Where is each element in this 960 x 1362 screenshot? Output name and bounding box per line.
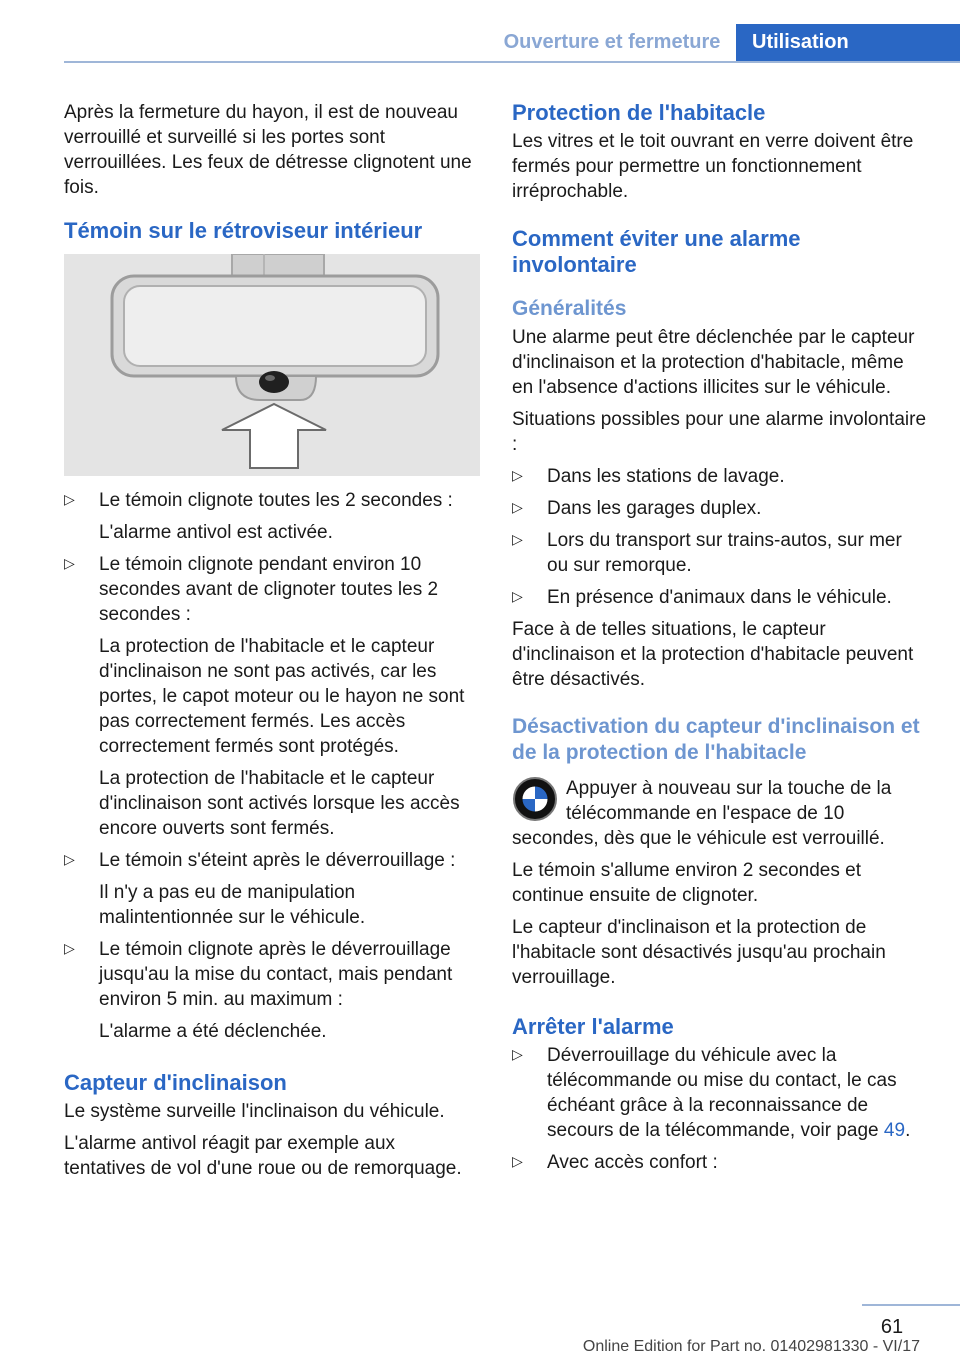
mirror-illustration [64, 254, 480, 476]
header-rule [64, 61, 960, 63]
arreter-list [512, 1043, 928, 1175]
list-item: ▷ Avec accès confort : [512, 1150, 928, 1175]
list-item: ▷ En présence d'animaux dans le véhicule. [512, 585, 928, 610]
heading-temoin: Témoin sur le rétroviseur intérieur [64, 218, 423, 243]
right-column [512, 100, 928, 1182]
generalites-paragraph-2: Situations possibles pour une alarme involontaire : [512, 409, 927, 455]
list-item: ▷ Le témoin s'éteint après le déverrouillage : Il n'y a pas eu de manipulation malintentionnée sur le véhicule. [64, 848, 480, 930]
heading-protection: Protection de l'habitacle [512, 100, 766, 125]
page-number: 61 [880, 1316, 904, 1338]
generalites-paragraph-3: Face à de telles situations, le capteur d'inclinaison et la protection d'habitacle peuvent être désactivés. [512, 619, 914, 690]
intro-paragraph: Après la fermeture du hayon, il est de nouveau verrouillé et surveillé si les portes sont verrouillées. Les feux de détresse clignotent une fois. [64, 102, 472, 198]
list-item: ▷ Déverrouillage du véhicule avec la télécommande ou mise du contact, le cas échéant grâce à la reconnaissance de secours de la télécommande, voir page 49. [512, 1043, 928, 1143]
heading-generalites: Généralités [512, 297, 627, 320]
bmw-key-icon [512, 776, 560, 824]
list-item: ▷ Le témoin clignote toutes les 2 secondes : L'alarme antivol est activée. [64, 488, 480, 545]
mirror-icon [64, 254, 480, 476]
protection-paragraph: Les vitres et le toit ouvrant en verre doivent être fermés pour permettre un fonctionnement irréprochable. [512, 131, 914, 202]
heading-eviter: Comment éviter une alarme involontaire [512, 226, 801, 277]
header-section: Ouverture et fermeture [503, 31, 721, 53]
desactivation-paragraph-3: Le capteur d'inclinaison et la protection de l'habitacle sont désactivés jusqu'au prochain verrouillage. [512, 917, 886, 988]
generalites-paragraph-1: Une alarme peut être déclenchée par le capteur d'inclinaison et la protection d'habitacle, même en l'absence d'actions illicites sur le véhicule. [512, 327, 915, 398]
capteur-paragraph-1: Le système surveille l'inclinaison du véhicule. [64, 1101, 445, 1122]
header-chapter-tab[interactable]: Utilisation [736, 24, 960, 61]
desactivation-paragraph-2: Le témoin s'allume environ 2 secondes et continue ensuite de clignoter. [512, 860, 861, 906]
footer-edition: Online Edition for Part no. 01402981330 - VI/17 [582, 1338, 920, 1355]
list-item: ▷ Dans les garages duplex. [512, 496, 928, 521]
heading-desactivation: Désactivation du capteur d'inclinaison et de la protection de l'habitacle [512, 715, 920, 764]
temoin-list [64, 488, 480, 1044]
heading-capteur: Capteur d'inclinaison [64, 1070, 287, 1095]
desactivation-paragraph-1: Appuyer à nouveau sur la touche de la télécommande en l'espace de 10 secondes, dès que le véhicule est verrouillé. [512, 778, 892, 849]
footer-rule [862, 1304, 960, 1306]
list-item: ▷ Le témoin clignote pendant environ 10 secondes avant de clignoter toutes les 2 secondes : La protection de l'habitacle et le capteur d'inclinaison ne sont pas activés, car les portes, le capot moteur ou le hayon ne sont pas correctement fermés. Les accès correctement fermés sont protégés. La protection de l'habitacle et le capteur d'inclinaison sont activés lorsque les accès encore ouverts sont fermés. [64, 552, 480, 841]
list-item: ▷ Lors du transport sur trains-autos, sur mer ou sur remorque. [512, 528, 928, 578]
situations-list [512, 464, 928, 610]
list-item: ▷ Le témoin clignote après le déverrouillage jusqu'au la mise du contact, mais pendant environ 5 min. au maximum : L'alarme a été déclenchée. [64, 937, 480, 1044]
heading-arreter: Arrêter l'alarme [512, 1014, 674, 1039]
list-item: ▷ Dans les stations de lavage. [512, 464, 928, 489]
page-link[interactable]: 49 [883, 1120, 906, 1141]
left-column [64, 100, 480, 1188]
capteur-paragraph-2: L'alarme antivol réagit par exemple aux tentatives de vol d'une roue ou de remorquage. [64, 1133, 462, 1179]
